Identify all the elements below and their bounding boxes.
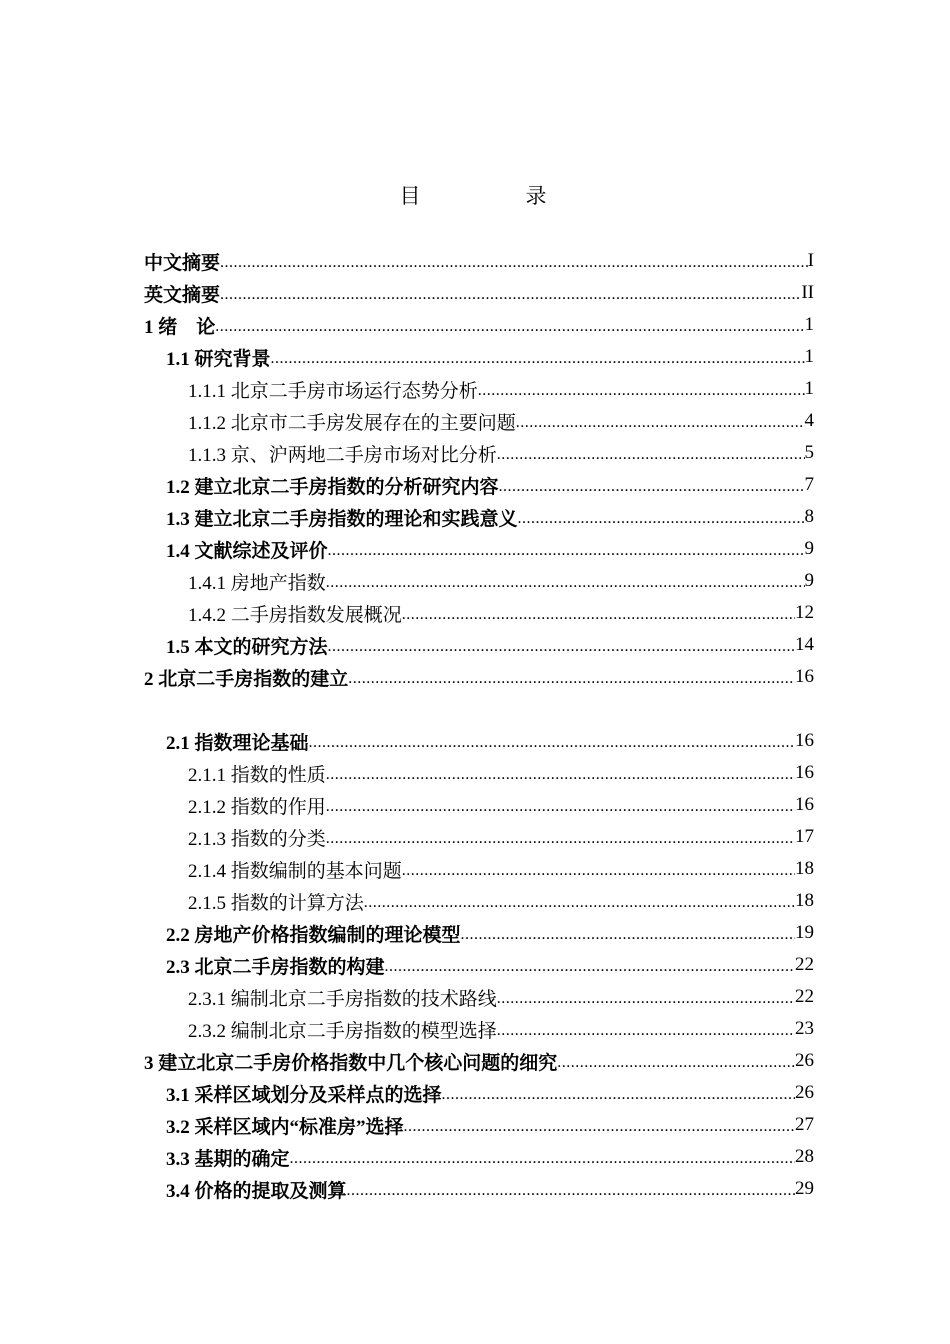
toc-entry-label: 3.4 价格的提取及测算 xyxy=(166,1180,347,1202)
toc-leader-dots xyxy=(497,447,805,463)
toc-leader-dots xyxy=(328,639,795,655)
toc-entry-label: 1.1.2 北京市二手房发展存在的主要问题 xyxy=(188,412,516,434)
toc-entry-page: 28 xyxy=(795,1146,814,1167)
toc-entry[interactable] xyxy=(144,853,814,885)
toc-entry-label: 1.4.1 房地产指数 xyxy=(188,572,326,594)
toc-entry-label: 2.1.5 指数的计算方法 xyxy=(188,892,364,914)
toc-entry[interactable] xyxy=(144,1109,814,1141)
toc-entry-page: 16 xyxy=(795,666,814,687)
toc-entry-label: 1.4 文献综述及评价 xyxy=(166,540,328,562)
toc-entry-label: 1.2 建立北京二手房指数的分析研究内容 xyxy=(166,476,499,498)
toc-entry-page: 8 xyxy=(804,506,814,527)
toc-entry-page: 22 xyxy=(795,954,814,975)
toc-entry-page: 14 xyxy=(795,634,814,655)
toc-entry[interactable] xyxy=(144,245,814,277)
toc-entry[interactable] xyxy=(144,629,814,661)
toc-entry-label: 2 北京二手房指数的建立 xyxy=(144,668,349,690)
toc-entry[interactable] xyxy=(144,821,814,853)
toc-leader-dots xyxy=(557,1055,795,1071)
toc-entry[interactable] xyxy=(144,661,814,693)
toc-entry-page: 18 xyxy=(795,890,814,911)
toc-leader-dots xyxy=(326,799,795,815)
toc-entry-label: 3.3 基期的确定 xyxy=(166,1148,290,1170)
toc-title: 目 录 xyxy=(399,184,589,208)
toc-entry[interactable] xyxy=(144,597,814,629)
toc-entry[interactable] xyxy=(144,1045,814,1077)
toc-leader-dots xyxy=(364,895,795,911)
toc-leader-dots xyxy=(499,479,805,495)
toc-entry-page: 26 xyxy=(795,1082,814,1103)
toc-entry-page: 4 xyxy=(804,410,814,431)
toc-entry-page: 27 xyxy=(795,1114,814,1135)
toc-entry-page: 23 xyxy=(795,1018,814,1039)
toc-entry[interactable] xyxy=(144,501,814,533)
table-of-contents xyxy=(144,245,814,1205)
toc-leader-dots xyxy=(290,1151,795,1167)
toc-leader-dots xyxy=(402,607,795,623)
toc-leader-dots xyxy=(404,1119,795,1135)
toc-entry[interactable] xyxy=(144,341,814,373)
toc-leader-dots xyxy=(347,1183,795,1199)
toc-entry-label: 2.3.2 编制北京二手房指数的模型选择 xyxy=(188,1020,497,1042)
toc-entry-page: 16 xyxy=(795,762,814,783)
toc-entry[interactable] xyxy=(144,1013,814,1045)
toc-leader-dots xyxy=(348,671,795,687)
toc-entry[interactable] xyxy=(144,725,814,757)
toc-entry-label: 2.3.1 编制北京二手房指数的技术路线 xyxy=(188,988,497,1010)
toc-entry-label: 1.4.2 二手房指数发展概况 xyxy=(188,604,402,626)
toc-leader-dots xyxy=(518,511,805,527)
toc-entry-label: 2.1.3 指数的分类 xyxy=(188,828,326,850)
toc-entry[interactable] xyxy=(144,405,814,437)
toc-entry-page: 5 xyxy=(804,442,814,463)
toc-leader-dots xyxy=(326,575,805,591)
toc-entry[interactable] xyxy=(144,981,814,1013)
toc-entry-label: 3 建立北京二手房价格指数中几个核心问题的细究 xyxy=(144,1052,558,1074)
toc-leader-dots xyxy=(461,927,795,943)
toc-entry-label: 2.1.1 指数的性质 xyxy=(188,764,326,786)
toc-entry-page: 7 xyxy=(804,474,814,495)
toc-entry-page: 19 xyxy=(795,922,814,943)
toc-leader-dots xyxy=(402,863,795,879)
toc-entry-page: 1 xyxy=(804,378,814,399)
toc-leader-dots xyxy=(326,767,795,783)
toc-entry[interactable] xyxy=(144,1173,814,1205)
toc-entry[interactable] xyxy=(144,565,814,597)
toc-entry[interactable] xyxy=(144,949,814,981)
toc-entry-label: 1 绪 论 xyxy=(144,316,216,338)
toc-leader-dots xyxy=(271,351,805,367)
toc-entry-page: 16 xyxy=(795,730,814,751)
toc-entry-page: I xyxy=(807,250,814,271)
toc-leader-dots xyxy=(220,287,801,303)
toc-entry-label: 2.1.2 指数的作用 xyxy=(188,796,326,818)
toc-entry-page: II xyxy=(801,282,814,303)
toc-entry-label: 1.1.3 京、沪两地二手房市场对比分析 xyxy=(188,444,497,466)
toc-entry-page: 9 xyxy=(804,538,814,559)
toc-leader-dots xyxy=(309,735,795,751)
toc-leader-dots xyxy=(328,543,805,559)
toc-leader-dots xyxy=(220,255,808,271)
toc-entry[interactable] xyxy=(144,1077,814,1109)
toc-entry-label: 1.5 本文的研究方法 xyxy=(166,636,328,658)
toc-entry-page: 1 xyxy=(804,314,814,335)
toc-entry[interactable] xyxy=(144,1141,814,1173)
toc-entry-page: 16 xyxy=(795,794,814,815)
toc-leader-dots xyxy=(478,383,805,399)
toc-entry[interactable] xyxy=(144,469,814,501)
toc-entry-label: 1.1.1 北京二手房市场运行态势分析 xyxy=(188,380,478,402)
toc-entry-label: 3.1 采样区域划分及采样点的选择 xyxy=(166,1084,442,1106)
toc-entry-label: 2.2 房地产价格指数编制的理论模型 xyxy=(166,924,461,946)
toc-entry-page: 1 xyxy=(804,346,814,367)
toc-entry-page: 29 xyxy=(795,1178,814,1199)
toc-entry-page: 18 xyxy=(795,858,814,879)
toc-entry[interactable] xyxy=(144,437,814,469)
toc-leader-dots xyxy=(385,959,795,975)
toc-entry-label: 1.1 研究背景 xyxy=(166,348,271,370)
toc-entry[interactable] xyxy=(144,277,814,309)
toc-entry-label: 英文摘要 xyxy=(144,284,221,306)
toc-entry-page: 9 xyxy=(804,570,814,591)
toc-entry-label: 1.3 建立北京二手房指数的理论和实践意义 xyxy=(166,508,518,530)
toc-entry[interactable] xyxy=(144,533,814,565)
toc-entry[interactable] xyxy=(144,789,814,821)
toc-entry[interactable] xyxy=(144,373,814,405)
toc-entry[interactable] xyxy=(144,885,814,917)
toc-entry[interactable] xyxy=(144,917,814,949)
toc-entry-page: 26 xyxy=(795,1050,814,1071)
toc-leader-dots xyxy=(326,831,795,847)
toc-entry-label: 2.3 北京二手房指数的构建 xyxy=(166,956,385,978)
toc-entry-page: 17 xyxy=(795,826,814,847)
toc-entry[interactable] xyxy=(144,757,814,789)
toc-leader-dots xyxy=(442,1087,795,1103)
toc-leader-dots xyxy=(497,1023,795,1039)
toc-leader-dots xyxy=(516,415,805,431)
toc-entry-label: 2.1 指数理论基础 xyxy=(166,732,309,754)
toc-entry[interactable] xyxy=(144,309,814,341)
toc-entry-page: 12 xyxy=(795,602,814,623)
toc-leader-dots xyxy=(497,991,795,1007)
toc-entry-label: 3.2 采样区域内“标准房”选择 xyxy=(166,1116,404,1138)
toc-entry-page: 22 xyxy=(795,986,814,1007)
toc-entry-label: 中文摘要 xyxy=(144,252,221,274)
toc-leader-dots xyxy=(215,319,804,335)
toc-entry-label: 2.1.4 指数编制的基本问题 xyxy=(188,860,402,882)
